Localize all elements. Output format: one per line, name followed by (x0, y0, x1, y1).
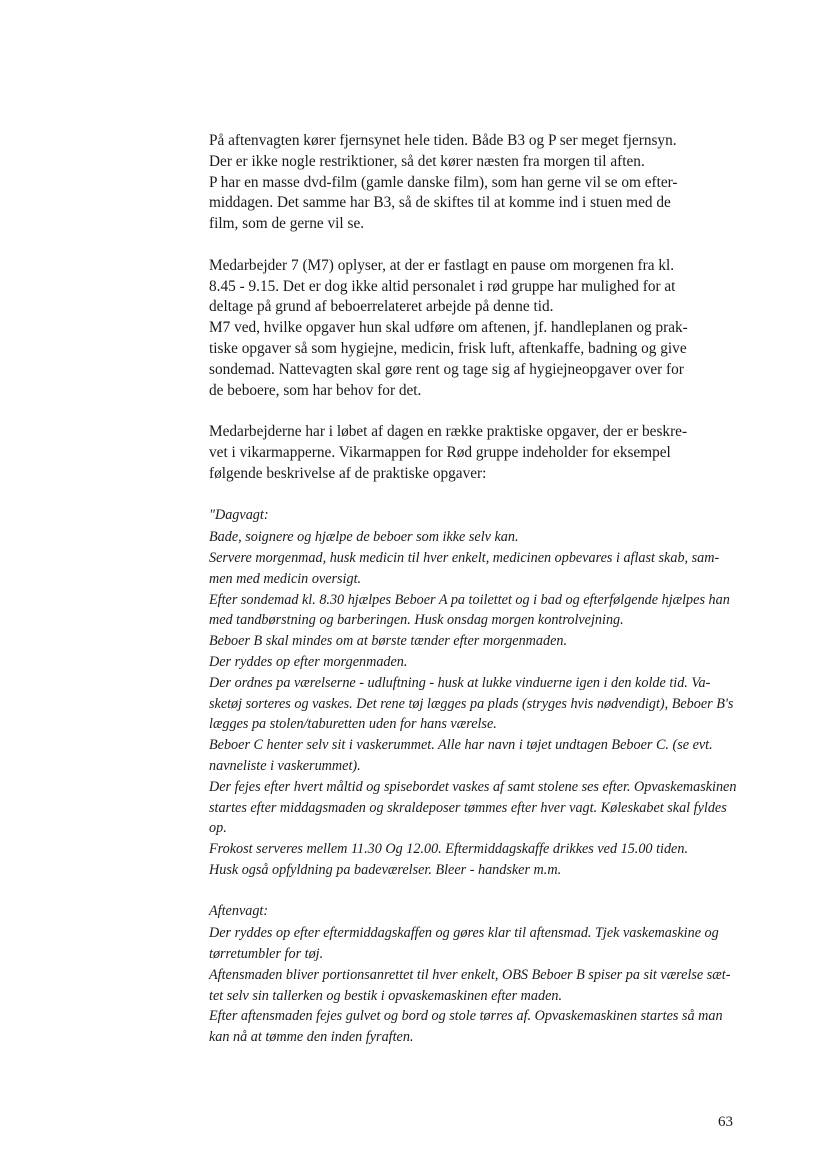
quote-line: Beboer B skal mindes om at børste tænder efter morgenmaden. (209, 633, 568, 650)
quote-line: Servere morgenmad, husk medicin til hver enkelt, medicinen opbevares i aflast skab, sam- (209, 549, 720, 566)
text-line: Medarbejderne har i løbet af dagen en række praktiske opgaver, der er beskre- (209, 423, 688, 441)
text-line: P har en masse dvd-film (gamle danske film), som han gerne vil se om efter- (209, 173, 678, 191)
quote-line: Der fejes efter hvert måltid og spisebordet vaskes af samt stolene ses efter. Opvaskemaskinen (209, 778, 737, 795)
page-number: 63 (718, 1114, 733, 1130)
scan-mark (60, 50, 61, 51)
quote-line: Beboer C henter selv sit i vaskerummet. Alle har navn i tøjet undtagen Beboer C. (se evt. (209, 737, 713, 754)
quote-line: Der ordnes pa værelserne - udluftning - husk at lukke vinduerne igen i den kolde tid. Va- (209, 674, 711, 691)
quote-line: Husk også opfyldning pa badeværelser. Bleer - handsker m.m. (209, 861, 562, 878)
quote-line: Frokost serveres mellem 11.30 Og 12.00. Eftermiddagskaffe drikkes ved 15.00 tiden. (209, 841, 688, 858)
quote-line: sketøj sorteres og vaskes. Det rene tøj lægges pa plads (stryges hvis nødvendigt), Beboer B's (209, 695, 734, 712)
text-line: 8.45 - 9.15. Det er dog ikke altid personalet i rød gruppe har mulighed for at (209, 277, 676, 295)
quote-line: kan nå at tømme den inden fyraften. (209, 1029, 414, 1046)
text-line: middagen. Det samme har B3, så de skiftes til at komme ind i stuen med de (209, 194, 671, 212)
quote-line: men med medicin oversigt. (209, 570, 362, 587)
text-line: sondemad. Nattevagten skal gøre rent og tage sig af hygiejneopgaver over for (209, 360, 684, 378)
quote-line: navneliste i vaskerummet). (209, 757, 361, 774)
text-line: M7 ved, hvilke opgaver hun skal udføre om aftenen, jf. handleplanen og prak- (209, 319, 688, 337)
quote-line: Efter sondemad kl. 8.30 hjælpes Beboer A pa toilettet og i bad og efterfølgende hjælpes han (209, 591, 730, 608)
quote-line: lægges pa stolen/taburetten uden for hans værelse. (209, 716, 497, 733)
paragraph-tv (209, 131, 734, 235)
text-line: På aftenvagten kører fjernsynet hele tiden. Både B3 og P ser meget fjernsyn. (209, 132, 677, 149)
quote-day-shift (209, 505, 737, 880)
quote-line: tet selv sin tallerken og bestik i opvaskemaskinen efter maden. (209, 987, 563, 1004)
quote-line: Aftensmaden bliver portionsanrettet til hver enkelt, OBS Beboer B spiser pa sit værelse sæt- (209, 966, 731, 983)
quote-line: med tandbørstning og barberingen. Husk onsdag morgen kontrolvejning. (209, 612, 624, 629)
text-line: Medarbejder 7 (M7) oplyser, at der er fastlagt en pause om morgenen fra kl. (209, 256, 675, 274)
page-content (209, 131, 737, 1069)
text-line: de beboere, som har behov for det. (209, 381, 422, 399)
quote-heading: Aftenvagt: (209, 903, 269, 920)
quote-heading: "Dagvagt: (209, 507, 269, 524)
quote-line: Efter aftensmaden fejes gulvet og bord og stole tørres af. Opvaskemaskinen startes så man (209, 1008, 723, 1025)
quote-line: Bade, soignere og hjælpe de beboer som ikke selv kan. (209, 529, 519, 546)
quote-line: op. (209, 820, 227, 837)
text-line: Der er ikke nogle restriktioner, så det kører næsten fra morgen til aften. (209, 152, 645, 170)
quote-line: tørretumbler for tøj. (209, 946, 324, 963)
quote-line: startes efter middagsmaden og skraldeposer tømmes efter hver vagt. Køleskabet skal fyldes (209, 799, 727, 816)
paragraph-tasks (209, 422, 734, 484)
quote-line: Der ryddes op efter eftermiddagskaffen og gøres klar til aftensmad. Tjek vaskemaskine og (209, 925, 719, 942)
paragraph-pause (209, 256, 734, 402)
text-line: tiske opgaver så som hygiejne, medicin, frisk luft, aftenkaffe, badning og give (209, 339, 687, 357)
text-line: vet i vikarmapperne. Vikarmappen for Rød gruppe indeholder for eksempel (209, 443, 671, 461)
text-line: deltage på grund af beboerrelateret arbejde på denne tid. (209, 298, 554, 316)
text-line: film, som de gerne vil se. (209, 215, 365, 233)
quote-line: Der ryddes op efter morgenmaden. (209, 653, 408, 670)
quote-evening-shift (209, 901, 734, 1048)
text-line: følgende beskrivelse af de praktiske opgaver: (209, 464, 487, 482)
